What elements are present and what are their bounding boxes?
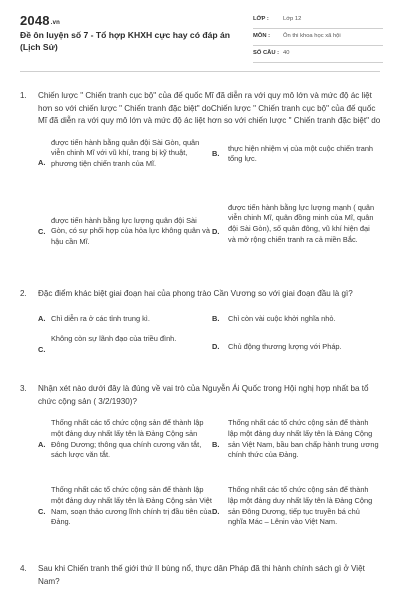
- question-2: [20, 288, 382, 371]
- question-3: [20, 383, 382, 553]
- option-letter: C.: [38, 344, 46, 354]
- meta-row-class: [253, 12, 383, 29]
- option-text: Không còn sự lãnh đạo của triều đình.: [51, 333, 177, 343]
- option-text: Thống nhất các tổ chức cộng sản để thành lập một đảng duy nhất lấy tên là Đảng Cộng sản Đông Dương; thông qua chính cương văn tắt, sách lược văn tắt.: [51, 418, 204, 460]
- options-list: [20, 138, 382, 276]
- option-text: Thống nhất các tổ chức cộng sản để thành lập một đảng duy nhất lấy tên là Đảng Cộng sản Việt Nam, bầu ban chấp hành trung ương chính thức của Đảng.: [228, 418, 379, 460]
- question-number: 3.: [20, 384, 27, 393]
- question-1: [20, 90, 382, 276]
- option-text: Thống nhất các tổ chức cộng sản để thành lập một đảng duy nhất lấy tên là Đảng Cộng sản Việt Nam, soạn thảo cương lĩnh chính trị đầu tiên của Đảng.: [51, 485, 212, 527]
- site-logo[interactable]: [20, 13, 60, 28]
- question-number: 4.: [20, 564, 27, 573]
- question-number: 2.: [20, 289, 27, 298]
- question-body: Nhận xét nào dưới đây là đúng về vai trò của Nguyễn Ái Quốc trong Hội nghị hợp nhất ba tổ chức cộng sản ( 3/2/1930)?: [38, 384, 369, 406]
- option-letter: A.: [38, 157, 46, 167]
- option-letter: A.: [38, 313, 46, 323]
- option-letter: B.: [212, 440, 220, 449]
- page-header: [0, 0, 400, 68]
- option-text: được tiến hành bằng lực lượng mạnh ( quân viễn chinh Mĩ, quân đồng minh của Mĩ, quân đội Sài Gòn), số quân đông, vũ khí hiện đại và mở rộng chiến tranh ra cả miền Bắc.: [228, 202, 375, 244]
- meta-value: Ôn thi khoa học xã hội: [283, 33, 341, 39]
- question-text: [20, 563, 382, 588]
- options-list: [20, 418, 382, 553]
- option-letter: A.: [38, 440, 46, 449]
- option-text: thực hiện nhiệm vị của một cuộc chiến tranh tổng lực.: [228, 143, 374, 164]
- option-text: Thống nhất các tổ chức cộng sản để thành lập một đảng duy nhất lấy tên là Đảng Cộng sản Đông Dương, tiếp tục truyền bá chủ nghĩa Mác – Lênin vào Việt Nam.: [228, 485, 373, 527]
- option-letter: C.: [38, 507, 46, 516]
- option-text: Chủ động thương lượng với Pháp.: [228, 341, 342, 351]
- option-letter: D.: [212, 507, 220, 516]
- option-text: Chỉ diễn ra ở các tỉnh trung kì.: [51, 313, 150, 323]
- meta-row-subject: [253, 29, 383, 46]
- question-body: Chiến lược " Chiến tranh cục bộ" của đế quốc Mĩ đã diễn ra với quy mô lớn và mức độ ác liệt hơn so với chiến lược " Chiến tranh đặc biệt" doChiến lược " Chiến tranh cục bộ" của đế quốc Mĩ đã diễn ra với quy mô lớn và mức độ ác liệt hơn so với chiến lược " Chiến tranh đặc biệt" do: [38, 91, 381, 125]
- meta-value: 40: [283, 50, 290, 56]
- option-letter: C.: [38, 226, 46, 236]
- option-letter: B.: [212, 313, 220, 323]
- option-text: Chỉ còn vài cuộc khởi nghĩa nhỏ.: [228, 313, 336, 323]
- question-4: [20, 563, 382, 588]
- meta-row-question-count: [253, 46, 383, 63]
- meta-label: SỐ CÂU :: [253, 50, 280, 56]
- option-letter: B.: [212, 148, 220, 158]
- option-text: được tiến hành bằng lực lượng quân đội Sài Gòn, có sự phối hợp của hỏa lực không quân và hậu cần Mĩ.: [51, 215, 210, 247]
- document-title: Đề ôn luyện số 7 - Tổ hợp KHXH cực hay có đáp án (Lịch Sử): [20, 30, 231, 52]
- option-text: được tiến hành bằng quân đội Sài Gòn, quân viễn chinh Mĩ với vũ khí, trang bị kỹ thuật, phương tiện chiến tranh của Mĩ.: [51, 137, 200, 169]
- question-text: [20, 288, 382, 301]
- question-text: [20, 383, 382, 408]
- option-letter: D.: [212, 341, 220, 351]
- question-body: Sau khi Chiến tranh thế giới thứ II bùng nổ, thực dân Pháp đã thi hành chính sách gì ở Việt Nam?: [38, 564, 365, 586]
- header-divider: [20, 71, 380, 72]
- document-meta: [253, 12, 383, 63]
- logo-text: 2048: [20, 13, 50, 28]
- meta-label: LỚP :: [253, 16, 269, 22]
- meta-value: Lớp 12: [283, 16, 302, 22]
- option-letter: D.: [212, 226, 220, 236]
- question-body: Đặc điểm khác biệt giai đoạn hai của phong trào Cần Vương so với giai đoạn đầu là gì?: [38, 289, 353, 298]
- options-list: [20, 311, 382, 371]
- question-number: 1.: [20, 91, 27, 100]
- question-text: [20, 90, 382, 128]
- logo-suffix: .vn: [50, 20, 61, 26]
- meta-label: MÔN :: [253, 33, 271, 39]
